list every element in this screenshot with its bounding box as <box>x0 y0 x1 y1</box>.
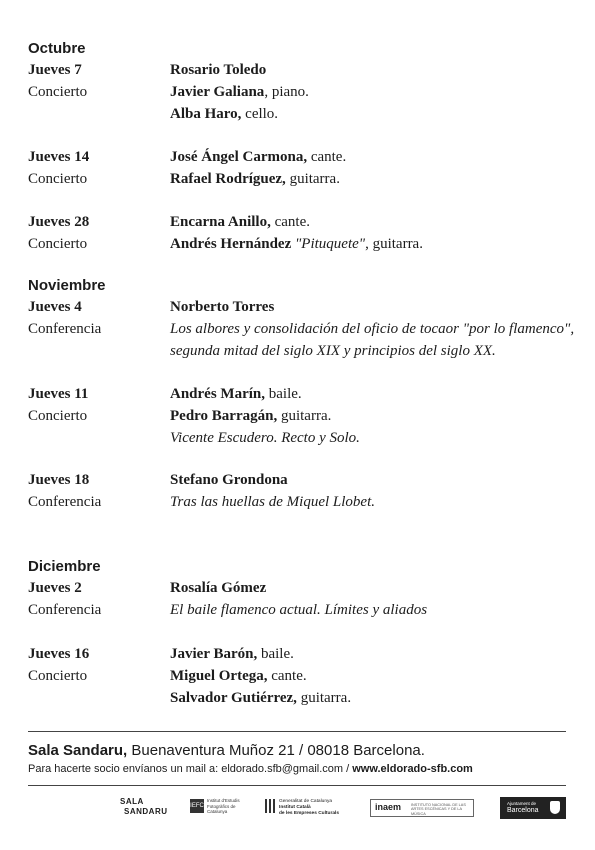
event-detail-line <box>170 103 570 125</box>
event-detail-line <box>170 233 570 255</box>
event-day: Jueves 14 <box>28 149 90 165</box>
performer-name: Rosalía Gómez <box>170 580 267 596</box>
event-day: Jueves 16 <box>28 646 90 662</box>
event-day: Jueves 28 <box>28 214 90 230</box>
event-type: Concierto <box>28 668 88 684</box>
event-detail-line <box>170 146 570 168</box>
event-row <box>28 296 575 362</box>
event-day: Jueves 2 <box>28 580 82 596</box>
generalitat-mark-icon <box>265 799 275 813</box>
iefc-logo: IEFC Institut d'Estudis Fotogràfics de Catalunya <box>190 798 240 814</box>
performer-name: Norberto Torres <box>170 299 275 315</box>
performer-name: Miguel Ortega, <box>170 668 268 684</box>
event-row <box>28 211 568 255</box>
event-day: Jueves 11 <box>28 386 89 402</box>
performer-name: José Ángel Carmona, <box>170 149 308 165</box>
performer-role: cello. <box>241 106 279 122</box>
event-title: segunda mitad del siglo XIX y principios del siglo XX. <box>170 343 496 359</box>
event-row <box>28 383 568 449</box>
venue-line <box>28 742 425 759</box>
performer-name: Andrés Hernández <box>170 236 295 252</box>
inaem-logo: inaem INSTITUTO NACIONAL DE LAS ARTES ESCÉNICAS Y DE LA MÚSICA <box>370 799 474 817</box>
event-detail-line <box>170 168 570 190</box>
venue-address: Buenaventura Muñoz 21 / 08018 Barcelona. <box>127 742 425 759</box>
event-detail-line <box>170 687 570 709</box>
event-detail-line <box>170 577 570 599</box>
event-detail-line <box>170 665 570 687</box>
performer-name: Andrés Marín, <box>170 386 265 402</box>
performer-name: Stefano Grondona <box>170 472 288 488</box>
performer-role: guitarra. <box>296 690 352 706</box>
performer-role: baile. <box>257 646 294 662</box>
event-row <box>28 59 568 125</box>
performer-name: Rafael Rodríguez, <box>170 171 286 187</box>
event-detail-line <box>170 296 570 318</box>
performer-name: Javier Galiana <box>170 84 265 100</box>
event-type: Concierto <box>28 171 88 187</box>
event-title: "Pituquete" <box>295 236 366 252</box>
contact-line <box>28 763 473 775</box>
event-title: Vicente Escudero. Recto y Solo. <box>170 430 360 446</box>
event-type: Conferencia <box>28 602 102 618</box>
performer-role: baile. <box>265 386 302 402</box>
performer-role: cante. <box>267 668 307 684</box>
performer-role: cante. <box>307 149 347 165</box>
website-link[interactable]: www.eldorado-sfb.com <box>352 763 473 775</box>
event-day: Jueves 18 <box>28 472 90 488</box>
event-title: Tras las huellas de Miquel Llobet. <box>170 494 376 510</box>
event-detail-line <box>170 318 575 340</box>
month-heading: Noviembre <box>28 277 106 294</box>
performer-role: guitarra. <box>277 408 332 424</box>
generalitat-logo: Generalitat de Catalunya Institut Català de les Empreses Culturals <box>265 796 355 820</box>
event-detail-line <box>170 427 570 449</box>
footer-rule-bottom <box>28 785 566 786</box>
event-detail-line <box>170 599 570 621</box>
event-row <box>28 643 568 709</box>
event-type: Concierto <box>28 84 88 100</box>
event-day: Jueves 7 <box>28 62 82 78</box>
event-detail-line <box>170 340 570 362</box>
month-heading: Diciembre <box>28 558 101 575</box>
performer-name: Pedro Barragán, <box>170 408 278 424</box>
event-row <box>28 469 568 513</box>
event-title: El baile flamenco actual. Límites y aliados <box>170 602 428 618</box>
event-detail-line <box>170 81 570 103</box>
event-detail-line <box>170 211 570 233</box>
ajuntament-barcelona-logo: Ajuntament de Barcelona <box>500 797 566 819</box>
performer-name: Javier Barón, <box>170 646 258 662</box>
footer-rule-top <box>28 731 566 732</box>
event-detail-line <box>170 59 570 81</box>
event-detail-line <box>170 643 570 665</box>
event-type: Concierto <box>28 408 88 424</box>
event-detail-line <box>170 469 570 491</box>
event-row <box>28 146 568 190</box>
event-type: Conferencia <box>28 494 102 510</box>
event-type: Conferencia <box>28 321 102 337</box>
performer-role: , guitarra. <box>365 236 423 252</box>
event-day: Jueves 4 <box>28 299 82 315</box>
sponsor-logos <box>0 796 595 822</box>
performer-name: Rosario Toledo <box>170 62 267 78</box>
performer-role: cante. <box>270 214 310 230</box>
performer-name: Encarna Anillo, <box>170 214 271 230</box>
event-title: Los albores y consolidación del oficio de tocaor "por lo flamenco", <box>170 321 575 337</box>
performer-role: guitarra. <box>285 171 340 187</box>
barcelona-crest-icon <box>550 801 560 814</box>
event-type: Concierto <box>28 236 88 252</box>
event-detail-line <box>170 405 570 427</box>
sala-sandaru-logo: SALA SANDARU <box>120 797 168 816</box>
contact-text: Para hacerte socio envíanos un mail a: eldorado.sfb@gmail.com / <box>28 763 353 775</box>
performer-name: Alba Haro, <box>170 106 242 122</box>
performer-name: Salvador Gutiérrez, <box>170 690 297 706</box>
event-row <box>28 577 568 621</box>
event-detail-line <box>170 383 570 405</box>
month-heading: Octubre <box>28 40 86 57</box>
venue-name: Sala Sandaru, <box>28 742 128 759</box>
event-detail-line <box>170 491 570 513</box>
performer-role: , piano. <box>264 84 309 100</box>
